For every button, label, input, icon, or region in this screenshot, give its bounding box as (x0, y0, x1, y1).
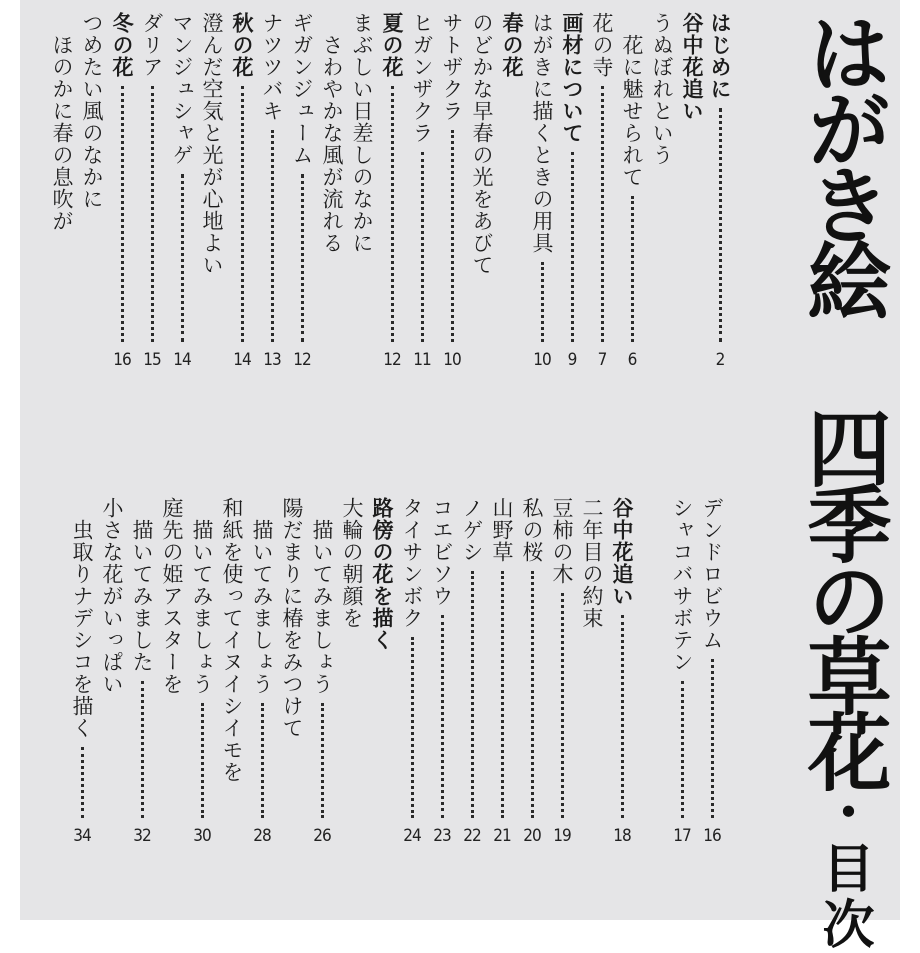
toc-page (20, 0, 900, 953)
page-number: 11 (413, 350, 431, 370)
page-number: 26 (313, 826, 331, 846)
dotted-leader (261, 703, 264, 818)
dotted-leader (441, 615, 444, 818)
dotted-leader (411, 637, 414, 818)
toc-entry-top-19: マンジュシャゲ (170, 12, 194, 166)
dotted-leader (601, 86, 604, 342)
page-number: 30 (193, 826, 211, 846)
toc-entry-top-9: のどかな早春の光をあびて (470, 12, 494, 276)
page-number: 16 (113, 350, 131, 370)
toc-entry-top-15: ギガンジューム (290, 12, 314, 166)
toc-heading-bottom-3: 谷中花追い (610, 497, 634, 607)
dotted-leader (121, 86, 124, 342)
page-number: 23 (433, 826, 451, 846)
dotted-leader (471, 571, 474, 818)
dotted-leader (271, 130, 274, 342)
toc-heading-top-21: 冬の花 (110, 12, 134, 78)
toc-entry-bottom-15: 描いてみましょう (250, 519, 274, 695)
dotted-leader (681, 681, 684, 818)
dotted-leader (711, 659, 714, 818)
toc-entry-bottom-5: 豆柿の木 (550, 497, 574, 585)
page-number: 21 (493, 826, 511, 846)
page-number: 12 (293, 350, 311, 370)
title-sub: ・目次 (813, 785, 874, 953)
page-number: 19 (553, 826, 571, 846)
page-number: 14 (173, 350, 191, 370)
dotted-leader (141, 681, 144, 818)
page-number: 13 (263, 350, 281, 370)
dotted-leader (301, 174, 304, 342)
toc-entry-top-5: 花の寺 (590, 12, 614, 78)
toc-heading-top-8: 春の花 (500, 12, 524, 78)
toc-entry-top-18: 澄んだ空気と光が心地よい (200, 12, 224, 276)
page-number: 28 (253, 826, 271, 846)
page-number: 6 (627, 350, 637, 370)
dotted-leader (391, 86, 394, 342)
toc-entry-bottom-16: 和紙を使ってイヌイシイモを (220, 497, 244, 783)
page-number: 22 (463, 826, 481, 846)
dotted-leader (241, 86, 244, 342)
toc-entry-top-4: 花に魅せられて (620, 34, 644, 188)
toc-entry-bottom-6: 私の桜 (520, 497, 544, 563)
toc-entry-bottom-2: シャコバサボテン (670, 497, 694, 673)
toc-heading-top-2: 谷中花追い (680, 12, 704, 122)
dotted-leader (421, 152, 424, 342)
dotted-leader (531, 571, 534, 818)
toc-entry-bottom-7: 山野草 (490, 497, 514, 563)
page-number: 10 (443, 350, 461, 370)
book-title (788, 10, 898, 953)
page-number: 2 (715, 350, 725, 370)
toc-heading-top-6: 画材について (560, 12, 584, 144)
dotted-leader (541, 262, 544, 342)
page-number: 20 (523, 826, 541, 846)
toc-entry-top-13: まぶしい日差しのなかに (350, 12, 374, 254)
toc-entry-bottom-14: 陽だまりに椿をみつけて (280, 497, 304, 739)
dotted-leader (151, 86, 154, 342)
toc-entry-bottom-10: タイサンボク (400, 497, 424, 629)
dotted-leader (181, 174, 184, 342)
toc-entry-bottom-1: デンドロビウム (700, 497, 724, 651)
toc-entry-top-10: サトザクラ (440, 12, 464, 122)
toc-entry-top-3: うぬぼれという (650, 12, 674, 166)
toc-heading-top-17: 秋の花 (230, 12, 254, 78)
dotted-leader (571, 152, 574, 342)
page-number: 10 (533, 350, 551, 370)
dotted-leader (451, 130, 454, 342)
toc-entry-top-22: つめたい風のなかに (80, 12, 104, 210)
dotted-leader (81, 747, 84, 818)
title-main: はがき絵 四季の草花 (794, 10, 893, 785)
toc-entry-bottom-17: 描いてみましょう (190, 519, 214, 695)
page-number: 14 (233, 350, 251, 370)
dotted-leader (201, 703, 204, 818)
page-number: 18 (613, 826, 631, 846)
toc-entry-top-7: はがきに描くときの用具 (530, 12, 554, 254)
toc-entry-bottom-18: 庭先の姫アスターを (160, 497, 184, 695)
toc-entry-top-16: ナツツバキ (260, 12, 284, 122)
page-number: 9 (567, 350, 577, 370)
page-number: 17 (673, 826, 691, 846)
toc-entry-top-23: ほのかに春の息吹が (50, 34, 74, 232)
page-number: 15 (143, 350, 161, 370)
toc-entry-bottom-4: 二年目の約束 (580, 497, 604, 629)
page-number: 16 (703, 826, 721, 846)
toc-entry-bottom-12: 大輪の朝顔を (340, 497, 364, 629)
page-number: 32 (133, 826, 151, 846)
dotted-leader (631, 196, 634, 342)
toc-entry-top-14: さわやかな風が流れる (320, 34, 344, 254)
page-number: 24 (403, 826, 421, 846)
dotted-leader (561, 593, 564, 818)
page-number: 34 (73, 826, 91, 846)
page-number: 7 (597, 350, 607, 370)
toc-entry-top-11: ヒガンザクラ (410, 12, 434, 144)
toc-heading-top-1: はじめに (708, 12, 732, 100)
toc-entry-bottom-21: 虫取りナデシコを描く (70, 519, 94, 739)
toc-entry-bottom-19: 描いてみました (130, 519, 154, 673)
toc-entry-bottom-20: 小さな花がいっぱい (100, 497, 124, 695)
toc-heading-top-12: 夏の花 (380, 12, 404, 78)
toc-entry-bottom-8: ノゲシ (460, 497, 484, 563)
dotted-leader (501, 571, 504, 818)
dotted-leader (321, 703, 324, 818)
toc-heading-bottom-11: 路傍の花を描く (370, 497, 394, 651)
toc-entry-bottom-9: コエビソウ (430, 497, 454, 607)
dotted-leader (719, 108, 722, 342)
page-number: 12 (383, 350, 401, 370)
toc-entry-top-20: ダリア (140, 12, 164, 78)
dotted-leader (621, 615, 624, 818)
toc-entry-bottom-13: 描いてみましょう (310, 519, 334, 695)
